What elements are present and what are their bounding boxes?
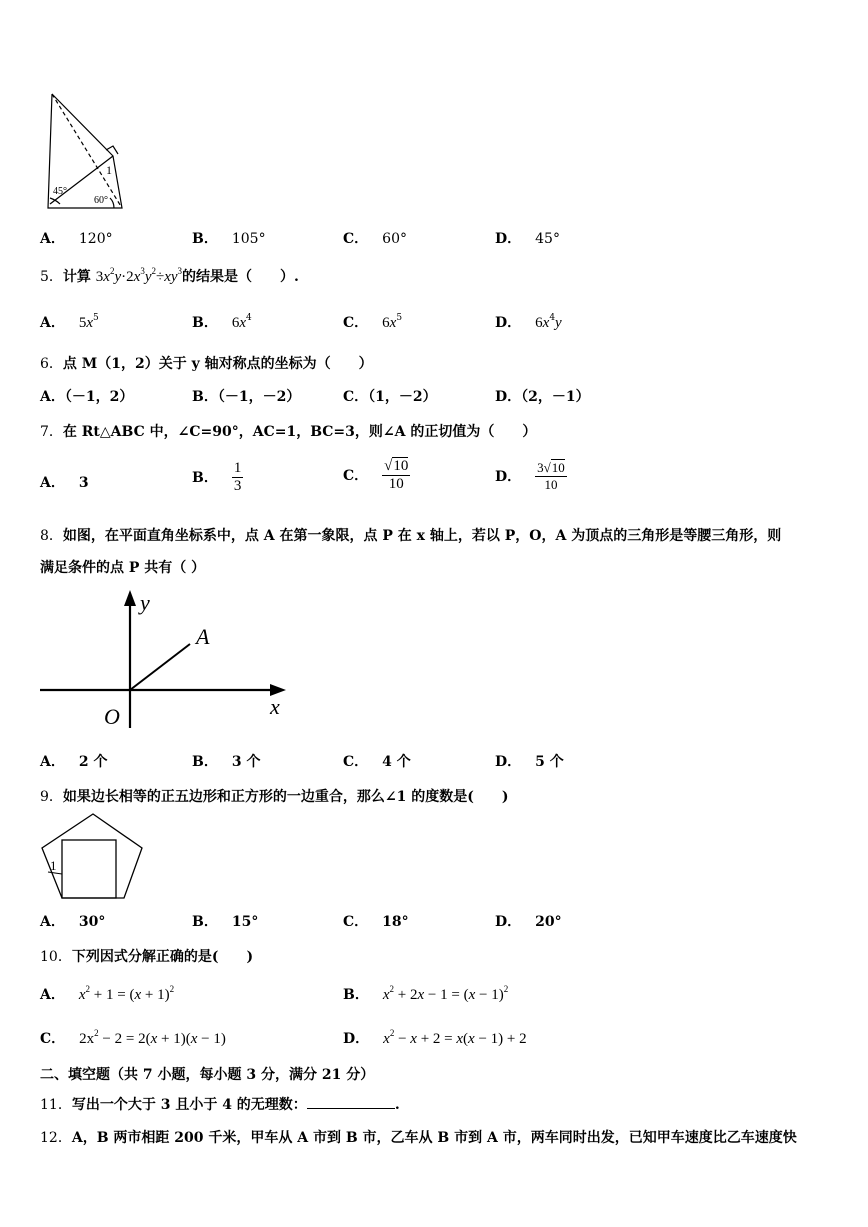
q8-option-c[interactable]: C． 4 个 bbox=[343, 754, 411, 770]
q4-option-b[interactable]: B． 105° bbox=[192, 231, 266, 247]
q7-stem: 7．在 Rt△ABC 中，∠C=90°，AC=1，BC=3，则∠A 的正切值为（ ） bbox=[40, 424, 537, 440]
q8-option-a[interactable]: A． 2 个 bbox=[40, 754, 108, 770]
q10-expr-a: $x^2 + 1 = (x + 1)^2$ bbox=[78, 984, 175, 1003]
q6-stem: 6．点 M（1，2）关于 y 轴对称点的坐标为（ ） bbox=[40, 356, 373, 372]
q9-option-b[interactable]: B． 15° bbox=[192, 914, 259, 930]
q4-triangle-figure bbox=[40, 86, 130, 214]
q9-stem: 9．如果边长相等的正五边形和正方形的一边重合，那么∠1 的度数是( ) bbox=[40, 789, 509, 805]
q9-square bbox=[62, 840, 116, 898]
q5-option-b[interactable]: B． $6x^4$ bbox=[192, 313, 252, 331]
q4-label-1: 1 bbox=[106, 163, 112, 177]
q8-ray-oa bbox=[130, 644, 190, 690]
q12-stem: 12．A，B 两市相距 200 千米，甲车从 A 市到 B 市，乙车从 B 市到 A 市，两车同时出发，已知甲车速度比乙车速度快 bbox=[40, 1130, 797, 1146]
q7-fraction-c: $\frac{√10}{10}$ bbox=[384, 458, 409, 492]
q8-y-arrow-icon bbox=[124, 590, 136, 606]
q10-expr-c: $2x^2 - 2 = 2(x + 1)(x - 1)$ bbox=[79, 1028, 226, 1047]
q7-fraction-b: $\frac{1}{3}$ bbox=[233, 460, 242, 494]
q11-stem: 11．写出一个大于 3 且小于 4 的无理数： . bbox=[40, 1097, 400, 1113]
q4-option-a[interactable]: A． 120° bbox=[40, 231, 113, 247]
q6-option-c[interactable]: C．（1，－2） bbox=[343, 389, 437, 405]
q7-option-c[interactable]: C． $\frac{√10}{10}$ bbox=[343, 458, 409, 492]
q8-coordinate-figure bbox=[38, 586, 298, 736]
q5-option-d[interactable]: D． $6x^4y$ bbox=[495, 313, 562, 331]
section-2-heading: 二、填空题（共 7 小题，每小题 3 分，满分 21 分） bbox=[40, 1067, 375, 1083]
q7-option-b[interactable]: B． $\frac{1}{3}$ bbox=[192, 460, 242, 494]
q8-label-o: O bbox=[104, 704, 120, 729]
q4-option-d[interactable]: D． 45° bbox=[495, 231, 560, 247]
q8-stem-line1: 8．如图，在平面直角坐标系中，点 A 在第一象限，点 P 在 x 轴上，若以 P，O，A 为顶点的三角形是等腰三角形，则 bbox=[40, 528, 782, 544]
q7-fraction-d: $\frac{3√10}{10}$ bbox=[537, 460, 565, 492]
q8-label-a: A bbox=[196, 624, 210, 649]
q6-option-d[interactable]: D．（2，－1） bbox=[495, 389, 590, 405]
q9-option-d[interactable]: D． 20° bbox=[495, 914, 562, 930]
q6-option-b[interactable]: B．（－1，－2） bbox=[192, 389, 301, 405]
q5-stem: 5．计算 $3x^2y\cdot 2x^3y^2\div xy^3$的结果是（ ）. bbox=[40, 266, 299, 285]
q9-pentagon-square-figure bbox=[38, 810, 148, 902]
q9-option-a[interactable]: A． 30° bbox=[40, 914, 106, 930]
q6-option-a[interactable]: A．（－1，2） bbox=[40, 389, 134, 405]
q4-label-45: 45° bbox=[53, 186, 67, 197]
q8-label-y: y bbox=[140, 590, 150, 615]
q10-option-a[interactable]: A． $x^2 + 1 = (x + 1)^2$ bbox=[40, 984, 175, 1003]
q9-option-c[interactable]: C． 18° bbox=[343, 914, 409, 930]
q10-option-c[interactable]: C． $2x^2 - 2 = 2(x + 1)(x - 1)$ bbox=[40, 1028, 226, 1047]
q11-answer-blank[interactable] bbox=[307, 1096, 395, 1109]
q10-option-b[interactable]: B． $x^2 + 2x - 1 = (x - 1)^2$ bbox=[343, 984, 509, 1003]
q8-label-x: x bbox=[270, 694, 280, 719]
q9-pentagon bbox=[42, 814, 142, 898]
q4-option-c[interactable]: C． 60° bbox=[343, 231, 407, 247]
q5-option-a[interactable]: A． $5x^5$ bbox=[40, 313, 99, 331]
q4-label-60: 60° bbox=[94, 195, 108, 206]
q8-option-d[interactable]: D． 5 个 bbox=[495, 754, 564, 770]
q5-option-c[interactable]: C． $6x^5$ bbox=[343, 313, 403, 331]
q8-stem-line2: 满足条件的点 P 共有（ ） bbox=[40, 560, 206, 576]
q4-angle-60-arc bbox=[110, 198, 114, 208]
q9-label-1: 1 bbox=[50, 858, 57, 873]
q5-expression: $3x^2y\cdot 2x^3y^2\div xy^3$ bbox=[95, 266, 183, 285]
q10-stem: 10．下列因式分解正确的是( ) bbox=[40, 949, 254, 965]
q10-option-d[interactable]: D． $x^2 - x + 2 = x(x - 1) + 2$ bbox=[343, 1028, 527, 1047]
q10-expr-d: $x^2 - x + 2 = x(x - 1) + 2$ bbox=[383, 1028, 527, 1047]
q10-expr-b: $x^2 + 2x - 1 = (x - 1)^2$ bbox=[382, 984, 509, 1003]
q7-option-a[interactable]: A． 3 bbox=[40, 475, 89, 491]
q7-option-d[interactable]: D． $\frac{3√10}{10}$ bbox=[495, 460, 565, 492]
q8-option-b[interactable]: B． 3 个 bbox=[192, 754, 261, 770]
